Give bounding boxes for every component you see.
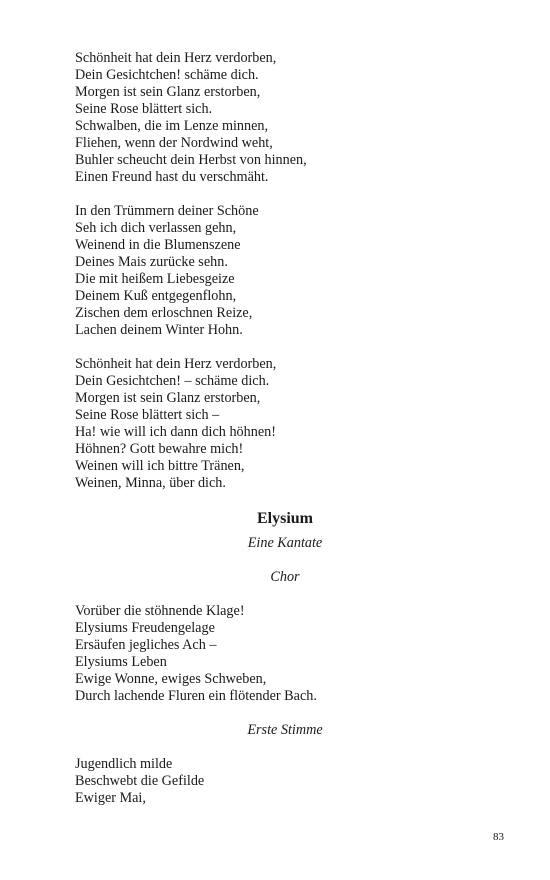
verse-line: Weinend in die Blumenszene	[75, 237, 241, 253]
verse-line: Vorüber die stöhnende Klage!	[75, 603, 245, 619]
stanza-chor	[75, 603, 495, 705]
verse-line: Schwalben, die im Lenze minnen,	[75, 118, 269, 134]
stanza-2	[75, 203, 495, 339]
verse-line: Ewiger Mai,	[75, 790, 146, 806]
verse-line: Schönheit hat dein Herz verdorben,	[75, 356, 277, 372]
page-number: 83	[493, 831, 504, 843]
page-content	[75, 50, 495, 824]
verse-line: Ewige Wonne, ewiges Schweben,	[75, 671, 267, 687]
section-heading-chor: Chor	[270, 569, 300, 585]
verse-line: Einen Freund hast du verschmäht.	[75, 169, 269, 185]
verse-line: Jugendlich milde	[75, 756, 173, 772]
verse-line: Elysiums Freudengelage	[75, 620, 215, 636]
verse-line: Ha! wie will ich dann dich höhnen!	[75, 424, 276, 440]
verse-line: Ersäufen jegliches Ach –	[75, 637, 217, 653]
verse-line: Fliehen, wenn der Nordwind weht,	[75, 135, 273, 151]
verse-line: Beschwebt die Gefilde	[75, 773, 205, 789]
verse-line: Schönheit hat dein Herz verdorben,	[75, 50, 277, 66]
verse-line: In den Trümmern deiner Schöne	[75, 203, 259, 219]
verse-line: Lachen deinem Winter Hohn.	[75, 322, 243, 338]
verse-line: Weinen, Minna, über dich.	[75, 475, 226, 491]
verse-line: Zischen dem erloschnen Reize,	[75, 305, 253, 321]
verse-line: Durch lachende Fluren ein flötender Bach.	[75, 688, 317, 704]
stanza-1	[75, 50, 495, 186]
section-heading-erste-stimme: Erste Stimme	[247, 722, 323, 738]
verse-line: Weinen will ich bittre Tränen,	[75, 458, 245, 474]
verse-line: Dein Gesichtchen! schäme dich.	[75, 67, 259, 83]
verse-line: Deines Mais zurücke sehn.	[75, 254, 228, 270]
stanza-3	[75, 356, 495, 492]
verse-line: Seh ich dich verlassen gehn,	[75, 220, 237, 236]
verse-line: Elysiums Leben	[75, 654, 167, 670]
poem-subtitle: Eine Kantate	[247, 535, 323, 551]
verse-line: Die mit heißem Liebesgeize	[75, 271, 235, 287]
verse-line: Seine Rose blättert sich –	[75, 407, 220, 423]
verse-line: Morgen ist sein Glanz erstorben,	[75, 390, 261, 406]
poem-title: Elysium	[256, 510, 313, 527]
verse-line: Seine Rose blättert sich.	[75, 101, 213, 117]
verse-line: Dein Gesichtchen! – schäme dich.	[75, 373, 270, 389]
verse-line: Höhnen? Gott bewahre mich!	[75, 441, 244, 457]
stanza-erste-stimme	[75, 756, 495, 807]
verse-line: Morgen ist sein Glanz erstorben,	[75, 84, 261, 100]
verse-line: Buhler scheucht dein Herbst von hinnen,	[75, 152, 307, 168]
verse-line: Deinem Kuß entgegenflohn,	[75, 288, 237, 304]
